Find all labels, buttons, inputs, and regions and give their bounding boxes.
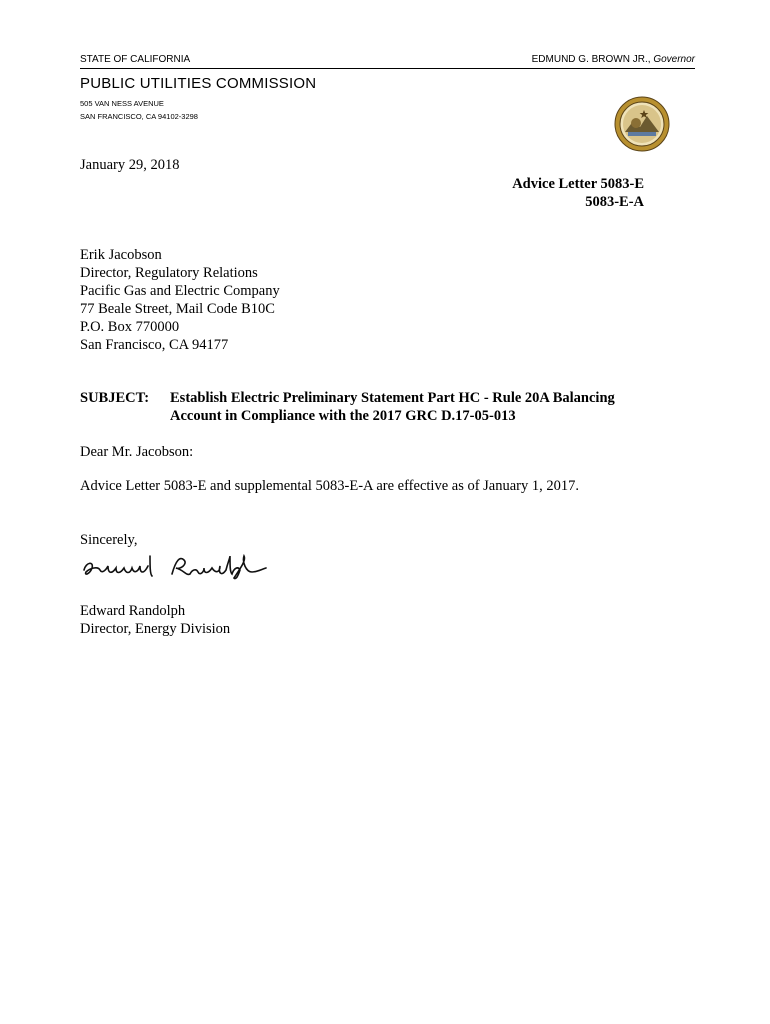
advice-letter-line2: 5083-E-A: [585, 194, 644, 210]
signer-block: [80, 602, 230, 638]
signer-title: Director, Energy Division: [80, 621, 231, 637]
signer-name: Edward Randolph: [80, 603, 186, 619]
subject-line2: Account in Compliance with the 2017 GRC D.17-05-013: [170, 408, 516, 424]
commission-address-line2: SAN FRANCISCO, CA 94102-3298: [80, 112, 198, 121]
state-seal-icon: [614, 96, 670, 152]
subject-label: SUBJECT:: [80, 390, 150, 406]
letterhead-header: [80, 52, 695, 69]
subject-line1: Establish Electric Preliminary Statement Part HC - Rule 20A Balancing: [170, 390, 615, 406]
recipient-line: P.O. Box 770000: [80, 319, 180, 335]
closing: Sincerely,: [80, 532, 138, 548]
recipient-line: San Francisco, CA 94177: [80, 337, 229, 353]
greeting: Dear Mr. Jacobson:: [80, 444, 194, 460]
commission-address-line1: 505 VAN NESS AVENUE: [80, 99, 164, 108]
recipient-address: [80, 246, 280, 354]
handwritten-signature: [80, 552, 276, 582]
letter-date: January 29, 2018: [80, 157, 180, 173]
recipient-line: Pacific Gas and Electric Company: [80, 283, 280, 299]
governor-label: [532, 54, 695, 65]
governor-title: Governor: [653, 54, 695, 65]
recipient-line: Director, Regulatory Relations: [80, 265, 258, 281]
advice-letter-reference: [512, 175, 644, 211]
state-label: STATE OF CALIFORNIA: [80, 54, 191, 65]
body-paragraph: Advice Letter 5083-E and supplemental 5083-E-A are effective as of January 1, 2017.: [80, 478, 580, 494]
recipient-line: Erik Jacobson: [80, 247, 162, 263]
recipient-line: 77 Beale Street, Mail Code B10C: [80, 301, 275, 317]
subject-text: [170, 389, 690, 425]
advice-letter-line1: Advice Letter 5083-E: [512, 176, 644, 192]
commission-name: PUBLIC UTILITIES COMMISSION: [80, 75, 317, 92]
governor-name: EDMUND G. BROWN JR.,: [531, 54, 654, 65]
